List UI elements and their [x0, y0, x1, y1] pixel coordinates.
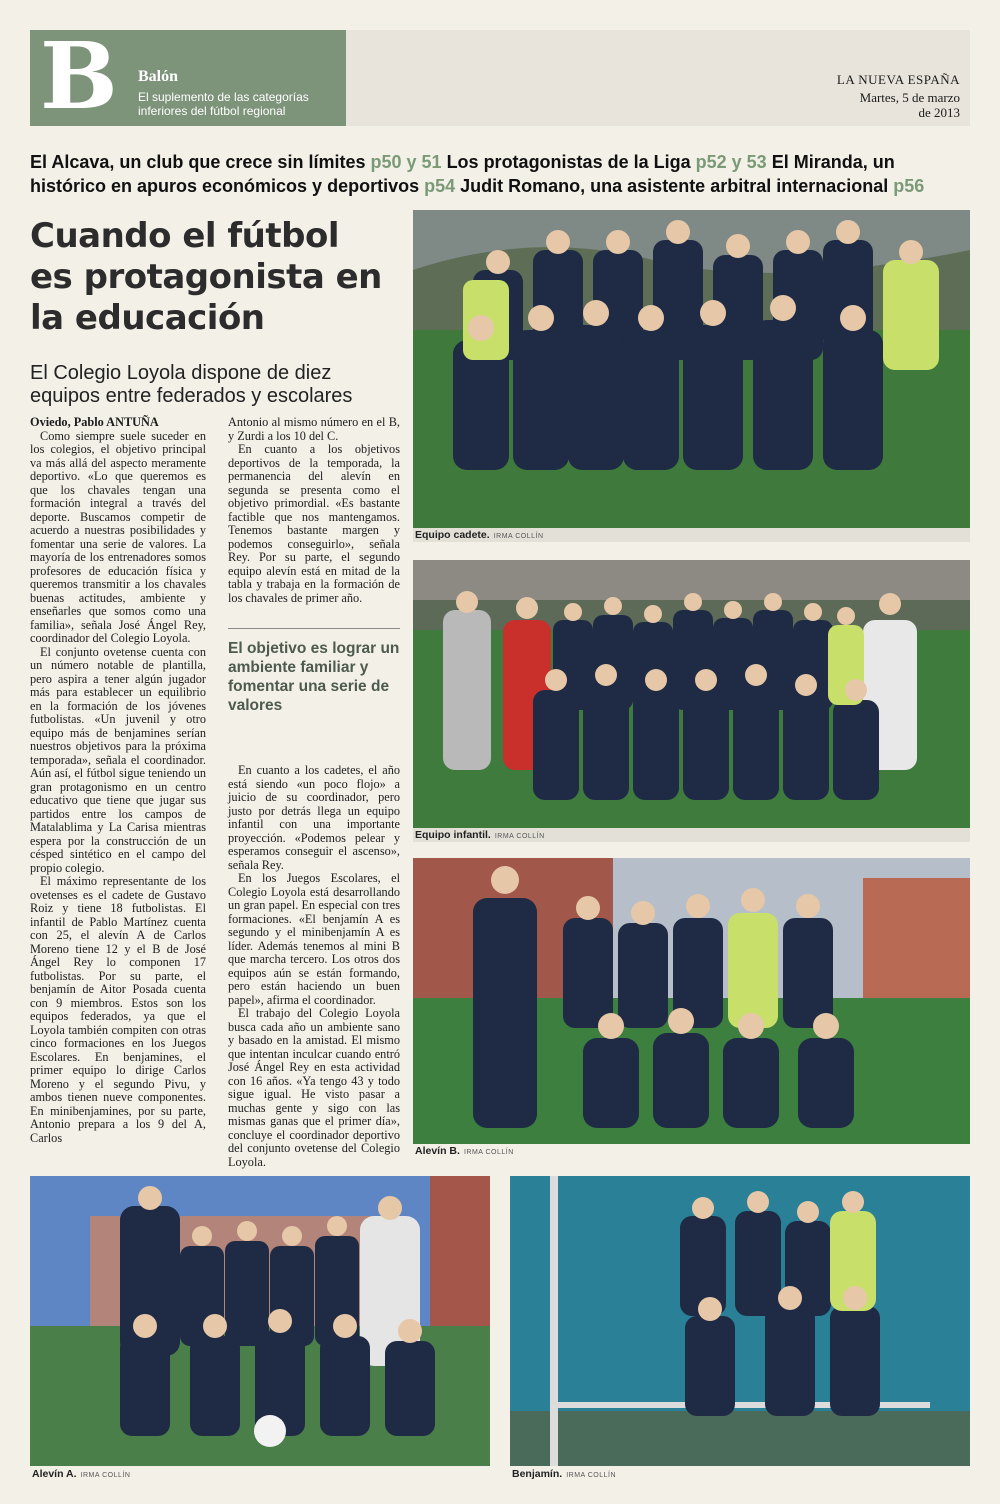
paragraph: El conjunto ovetense cuenta con un número notable de plantilla, pero aspira a tener algún jugador más para establecer un equilibrio en la formación de los jóvenes futbolistas. «Un juvenil y otro equipo más de benjamines serían nuestros objetivos para la próxima temporada», señala el coordinador. Aún así, el fútbol sigue teniendo un gran protagonismo en un centro educativo que tiene que jugar sus partidos entre los campos de Matalablima y La Carisa mientras espera por la construcción de un césped sintético en el campo del propio colegio.: [30, 644, 206, 875]
article-subheadline: El Colegio Loyola dispone de diez equipos entre federados y escolares: [30, 362, 353, 407]
team-photo-illustration: [30, 1176, 490, 1466]
paragraph: En los Juegos Escolares, el Colegio Loyola está desarrollando un gran papel. En especial con tres formaciones. «El benjamín A es segundo y el minibenjamín A es líder. Además tenemos al mini B que marcha tercero. Los otros dos equipos aún se están formando, pero están haciendo un buen papel», afirma el coordinador.: [228, 871, 400, 1007]
teaser-page: p50 y 51: [370, 152, 442, 172]
teaser-page: p52 y 53: [695, 152, 767, 172]
supplement-name: Balón: [138, 68, 179, 85]
paragraph: En cuanto a los cadetes, el año está siendo «un poco flojo» a juicio de su coordinador, pero justo por detrás llega un equipo infantil con una importante proyección. «Podemos pelear y esperamos conseguir el ascenso», señala Rey.: [228, 763, 400, 872]
caption-alevin-a: [32, 1468, 130, 1480]
teaser-strip: [30, 150, 970, 198]
paragraph: El trabajo del Colegio Loyola busca cada año un ambiente sano y basado en la amistad. El mismo que intentan inculcar cuando entró José Ángel Rey en esta actividad con 16 años. «Ya tengo 43 y todo sigue igual. He visto pasar a muchas gente y sigo con las mismas ganas que el primer día», concluye el coordinador deportivo del conjunto ovetense del Colegio Loyola.: [228, 1006, 400, 1169]
team-photo-illustration: [413, 210, 970, 528]
teaser-page: p54: [424, 176, 456, 196]
article-headline: Cuando el fútbol es protagonista en la educación: [30, 216, 382, 338]
article-column-2: [228, 416, 400, 612]
caption-label: Alevín A.: [32, 1468, 77, 1480]
paragraph: El máximo representante de los ovetenses es el cadete de Gustavo Roiz y tiene 18 futbolistas. El infantil de Pablo Martínez cuenta con 25, el alevín A de Carlos Moreno tiene 12 y el B de José Ángel Rey lo componen 17 futbolistas. Por su parte, el benjamín de Aitor Posada cuenta con 9 miembros. Estos son los equipos federados, ya que el Loyola también compiten con otras cinco formaciones en los Juegos Escolares. En benjamines, el primer equipo lo dirige Carlos Moreno y el segundo Pivu, y ambos tienen nueve componentes. En minibenjamines, por su parte, Antonio prepara a los 9 del A, Carlos: [30, 874, 206, 1145]
supplement-banner: [30, 22, 346, 130]
pull-quote: El objetivo es lograr un ambiente familiar y fomentar una serie de valores: [228, 628, 400, 715]
paragraph: Como siempre suele suceder en los colegios, el objetivo principal va más allá del aspecto meramente deportivo. «Lo que queremos es que los chavales tengan una formación integral a través del deporte. Buscamos competir de acuerdo a nuestras posibilidades y fomentar una serie de valores. La mayoría de los entrenadores somos profesores de educación física y queremos transmitir a los chavales buenas actitudes, ambiente y enseñarles que somos como una familia», señala José Ángel Rey, coordinador del Colegio Loyola.: [30, 428, 206, 645]
caption-label: Alevín B.: [415, 1145, 460, 1157]
paragraph: Antonio al mismo número en el B, y Zurdi a los 10 del C.: [228, 415, 400, 443]
photo-alevin-b: [413, 858, 970, 1144]
caption-benjamin: [512, 1468, 616, 1480]
team-photo-illustration: [413, 560, 970, 828]
team-photo-illustration: [510, 1176, 970, 1466]
masthead: [30, 22, 970, 130]
photo-credit: IRMA COLLÍN: [463, 1149, 514, 1156]
caption-equipo-infantil: [415, 829, 545, 841]
photo-credit: IRMA COLLÍN: [80, 1472, 131, 1479]
photo-credit: IRMA COLLÍN: [494, 833, 545, 840]
article-column-1: [30, 416, 206, 1156]
date-line-1: Martes, 5 de marzo: [859, 90, 960, 105]
caption-label: Benjamín.: [512, 1468, 563, 1480]
masthead-gray-band: [346, 30, 970, 126]
teaser-text: El Miranda, un histórico en apuros económicos y deportivos: [30, 152, 895, 196]
caption-label: Equipo infantil.: [415, 829, 491, 841]
teaser-text: Judit Romano, una asistente arbitral internacional: [460, 176, 889, 196]
newspaper-name: LA NUEVA ESPAÑA: [836, 72, 960, 87]
teaser-page: p56: [893, 176, 925, 196]
photo-alevin-a: [30, 1176, 490, 1466]
article-column-3: [228, 763, 400, 1169]
photo-benjamin: [510, 1176, 970, 1466]
photo-credit: IRMA COLLÍN: [493, 533, 544, 540]
teaser-text: El Alcava, un club que crece sin límites: [30, 152, 366, 172]
newspaper-date: [860, 90, 960, 120]
photo-equipo-cadete: [413, 210, 970, 528]
teaser-text: Los protagonistas de la Liga: [446, 152, 691, 172]
date-line-2: de 2013: [918, 105, 960, 120]
caption-label: Equipo cadete.: [415, 529, 490, 541]
photo-credit: IRMA COLLÍN: [566, 1472, 617, 1479]
caption-alevin-b: [415, 1145, 514, 1157]
photo-equipo-infantil: [413, 560, 970, 828]
team-photo-illustration: [413, 858, 970, 1144]
caption-equipo-cadete: [415, 529, 544, 541]
supplement-letter: B: [40, 22, 118, 130]
article-byline: Oviedo, Pablo ANTUÑA: [30, 415, 159, 429]
paragraph: En cuanto a los objetivos deportivos de la temporada, la permanencia del alevín en segunda se presenta como el objetivo primordial. «Es bastante factible que nos mantengamos. Tenemos bastante margen y podemos conseguirlo», señala Rey. Por su parte, el segundo equipo alevín está en mitad de la tabla y trabaja en la formación de los chavales de primer año.: [228, 442, 400, 605]
supplement-description: El suplemento de las categorías inferiores del fútbol regional: [138, 90, 309, 118]
